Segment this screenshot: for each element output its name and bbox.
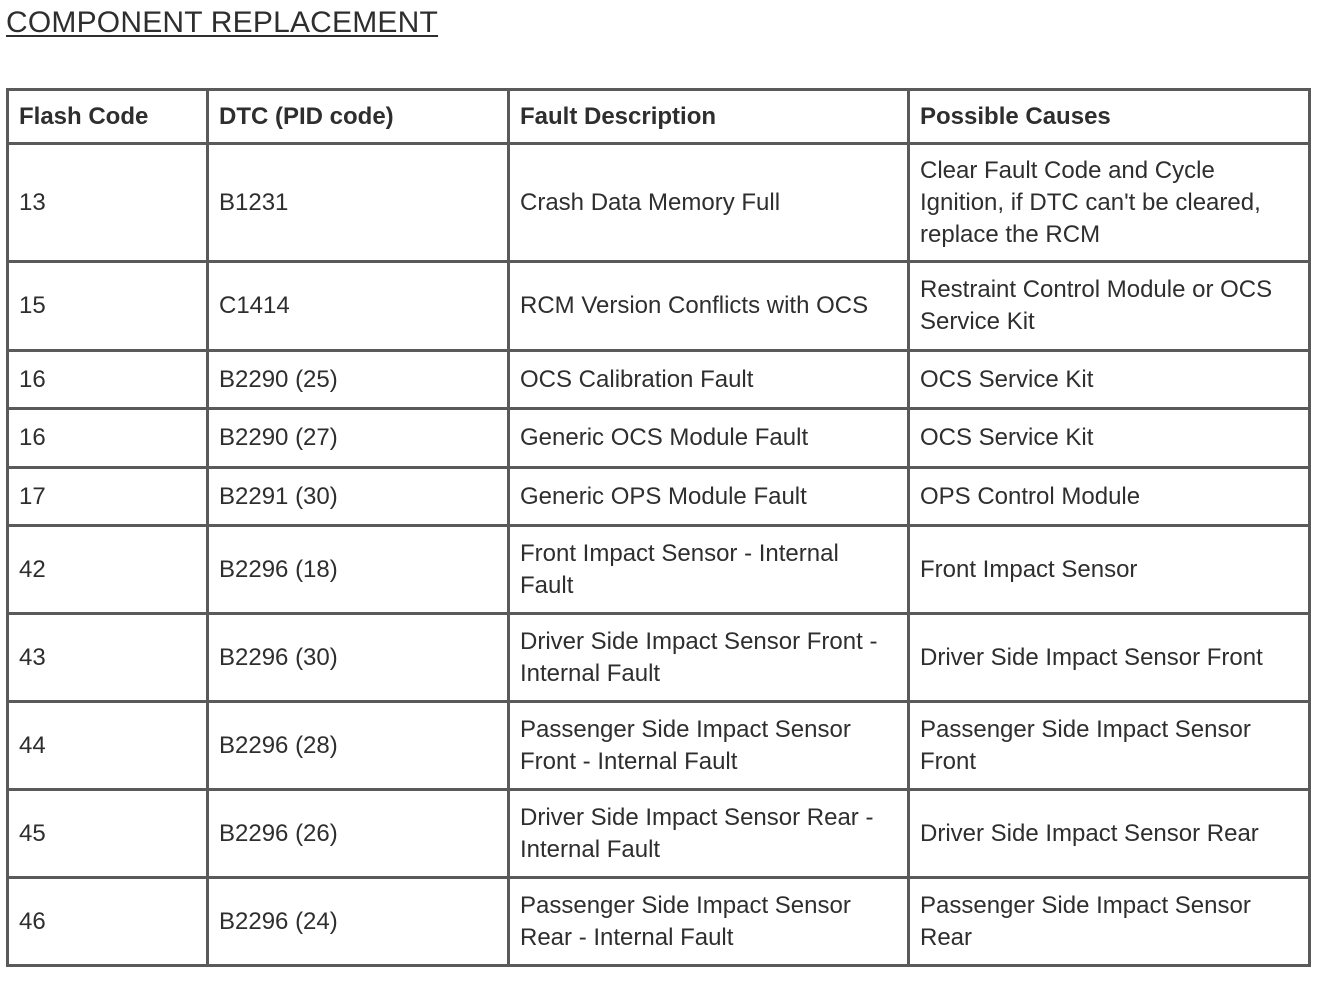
cell-dtc: B2296 (26): [208, 790, 509, 878]
cell-flash-code: 16: [8, 409, 208, 468]
cell-dtc: B2296 (24): [208, 878, 509, 966]
cell-flash-code: 17: [8, 468, 208, 526]
cell-dtc: B2296 (18): [208, 526, 509, 614]
cell-fault-description: OCS Calibration Fault: [509, 351, 909, 409]
cell-fault-description: Crash Data Memory Full: [509, 144, 909, 262]
cell-fault-description: Driver Side Impact Sensor Rear - Internal Fault: [509, 790, 909, 878]
cell-possible-causes: Front Impact Sensor: [909, 526, 1310, 614]
cell-possible-causes: OCS Service Kit: [909, 409, 1310, 468]
cell-flash-code: 13: [8, 144, 208, 262]
cell-possible-causes: Clear Fault Code and Cycle Ignition, if DTC can't be cleared, replace the RCM: [909, 144, 1310, 262]
table-row: [8, 468, 1310, 526]
cell-fault-description: Front Impact Sensor - Internal Fault: [509, 526, 909, 614]
table-row: [8, 614, 1310, 702]
cell-possible-causes: Passenger Side Impact Sensor Rear: [909, 878, 1310, 966]
cell-dtc: B2290 (27): [208, 409, 509, 468]
cell-dtc: C1414: [208, 262, 509, 351]
cell-possible-causes: Driver Side Impact Sensor Front: [909, 614, 1310, 702]
cell-fault-description: RCM Version Conflicts with OCS: [509, 262, 909, 351]
table-row: [8, 262, 1310, 351]
cell-flash-code: 45: [8, 790, 208, 878]
cell-dtc: B2291 (30): [208, 468, 509, 526]
header-flash-code: Flash Code: [8, 90, 208, 144]
cell-possible-causes: Driver Side Impact Sensor Rear: [909, 790, 1310, 878]
cell-dtc: B1231: [208, 144, 509, 262]
cell-fault-description: Passenger Side Impact Sensor Rear - Internal Fault: [509, 878, 909, 966]
page-title: COMPONENT REPLACEMENT: [6, 6, 439, 39]
cell-flash-code: 15: [8, 262, 208, 351]
cell-flash-code: 44: [8, 702, 208, 790]
cell-dtc: B2296 (28): [208, 702, 509, 790]
cell-possible-causes: Passenger Side Impact Sensor Front: [909, 702, 1310, 790]
cell-flash-code: 16: [8, 351, 208, 409]
header-fault-description: Fault Description: [509, 90, 909, 144]
table-row: [8, 790, 1310, 878]
cell-possible-causes: Restraint Control Module or OCS Service Kit: [909, 262, 1310, 351]
table-row: [8, 526, 1310, 614]
cell-possible-causes: OPS Control Module: [909, 468, 1310, 526]
dtc-table: [6, 88, 1311, 967]
cell-fault-description: Generic OPS Module Fault: [509, 468, 909, 526]
cell-fault-description: Generic OCS Module Fault: [509, 409, 909, 468]
header-possible-causes: Possible Causes: [909, 90, 1310, 144]
table-row: [8, 878, 1310, 966]
table-row: [8, 144, 1310, 262]
header-dtc: DTC (PID code): [208, 90, 509, 144]
cell-dtc: B2290 (25): [208, 351, 509, 409]
cell-fault-description: Passenger Side Impact Sensor Front - Internal Fault: [509, 702, 909, 790]
table-header-row: [8, 90, 1310, 144]
cell-flash-code: 43: [8, 614, 208, 702]
table-row: [8, 351, 1310, 409]
cell-fault-description: Driver Side Impact Sensor Front - Internal Fault: [509, 614, 909, 702]
table-row: [8, 702, 1310, 790]
cell-possible-causes: OCS Service Kit: [909, 351, 1310, 409]
cell-dtc: B2296 (30): [208, 614, 509, 702]
cell-flash-code: 42: [8, 526, 208, 614]
table-row: [8, 409, 1310, 468]
cell-flash-code: 46: [8, 878, 208, 966]
